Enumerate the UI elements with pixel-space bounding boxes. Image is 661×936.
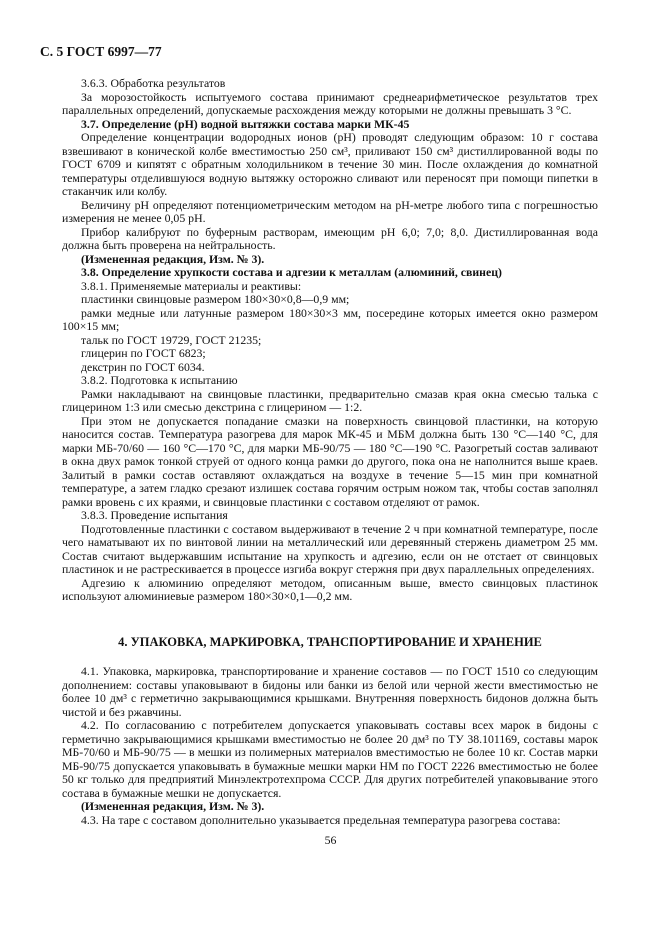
list-item: пластинки свинцовые размером 180×30×0,8—0,9 мм; xyxy=(81,292,350,306)
page-number: 56 xyxy=(324,833,337,847)
amendment-note: (Измененная редакция, Изм. № 3). xyxy=(81,251,265,266)
chapter-heading: 4. УПАКОВКА, МАРКИРОВКА, ТРАНСПОРТИРОВАНИЕ И ХРАНЕНИЕ xyxy=(118,634,542,649)
section-heading: 3.8. Определение хрупкости состава и адгезии к металлам (алюминий, свинец) xyxy=(81,265,502,279)
paragraph: За морозостойкость испытуемого состава принимают среднеарифметическое результатов трех параллельных определений, допускаемые расхождения между которыми не должны превышать 3 °С. xyxy=(62,89,598,117)
subsection-heading: 3.8.2. Подготовка к испытанию xyxy=(81,373,238,387)
list-item: глицерин по ГОСТ 6823; xyxy=(81,346,206,360)
section-heading: 3.7. Определение (pH) водной вытяжки состава марки МК-45 xyxy=(81,116,410,131)
paragraph: 4.1. Упаковка, маркировка, транспортирование и хранение составов — по ГОСТ 1510 со следующим дополнением: составы упаковывают в бидоны или банки из белой или черной жести вместимостью не более 10 дм³ с герметично закрывающимися крышками. Внутренняя поверхность бидонов должна быть чистой и без ржавчины. xyxy=(62,664,598,719)
paragraph: Рамки накладывают на свинцовые пластинки, предварительно смазав края окна смесью талька с глицерином 1:3 или смесью декстрина с глицерином — 1:2. xyxy=(62,386,598,414)
subsection-heading: 3.8.1. Применяемые материалы и реактивы: xyxy=(81,278,302,293)
list-item: рамки медные или латунные размером 180×30×3 мм, посередине которых имеется окно размером 100×15 мм; xyxy=(62,305,598,333)
paragraph: Величину pH определяют потенциометрическим методом на pH-метре любого типа с погрешностью измерения не менее 0,05 pH. xyxy=(62,197,598,225)
paragraph: Определение концентрации водородных ионов (pH) проводят следующим образом: 10 г состава взвешивают в конической колбе вместимостью 250 см³, приливают 150 см³ дистиллированной воды по ГОСТ 6709 и кипятят с обратным холодильником в течение 30 мин. После охлаждения до комнатной температуры отделившуюся водную вытяжку осторожно сливают или переносят при помощи пипетки в стаканчик или колбу. xyxy=(62,130,598,198)
paragraph: Подготовленные пластинки с составом выдерживают в течение 2 ч при комнатной температуре, после чего наматывают их по винтовой линии на металлический или деревянный стержень диаметром 25 мм. Состав считают выдержавшим испытание на хрупкость и адгезию, если он не отстает от свинцовых пластинок и не растрескивается в процессе изгиба вокруг стержня при двух параллельных определениях. xyxy=(62,521,598,576)
subsection-heading: 3.6.3. Обработка результатов xyxy=(81,76,226,90)
paragraph: При этом не допускается попадание смазки на поверхность свинцовой пластинки, на которую наносится состав. Температура разогрева для марок МК-45 и МБМ должна быть 130 °С—140 °С, для марки МБ-70/60 — 160 °С—170 °С, для марки МБ-90/75 — 180 °С—190 °С. Разогретый состав заливают в окна двух рамок тонкой струей от одного конца рамки до другого, пока она не наполнится выше краев. Залитый в рамки состав оставляют охлаждаться на воздухе в течение 5—15 мин при комнатной температуре, а затем гладко срезают излишек состава горячим острым ножом так, чтобы состав заполнял рамки вровень с их краями, и свинцовые пластинки с составом отделяют от рамок. xyxy=(62,413,598,509)
list-item: декстрин по ГОСТ 6034. xyxy=(81,359,205,374)
paragraph: 4.2. По согласованию с потребителем допускается упаковывать составы всех марок в бидоны с герметично закрывающимися крышками вместимостью не более 20 дм³ по ТУ 38.101169, составы марок МБ-70/60 и МБ-90/75 — в мешки из полимерных материалов вместимостью не более 10 кг. Состав марки МБ-90/75 допускается упаковывать в бумажные мешки марки НМ по ГОСТ 2226 вместимостью не более 50 кг только для предприятий Минэлектротехпрома СССР. Для других потребителей упаковывание этого состава в бумажные мешки не допускается. xyxy=(62,718,598,800)
document-body xyxy=(62,77,598,827)
list-item: тальк по ГОСТ 19729, ГОСТ 21235; xyxy=(81,332,262,347)
paragraph: Прибор калибруют по буферным растворам, имеющим pH 6,0; 7,0; 8,0. Дистиллированная вода должна быть проверена на нейтральность. xyxy=(62,224,598,252)
paragraph: 4.3. На таре с составом дополнительно указывается предельная температура разогрева состава: xyxy=(81,812,561,827)
paragraph: Адгезию к алюминию определяют методом, описанным выше, вместо свинцовых пластинок используют алюминиевые размером 180×30×0,1—0,2 мм. xyxy=(62,575,598,603)
subsection-heading: 3.8.3. Проведение испытания xyxy=(81,508,228,522)
amendment-note: (Измененная редакция, Изм. № 3). xyxy=(81,799,265,813)
page-header: С. 5 ГОСТ 6997—77 xyxy=(40,44,162,59)
